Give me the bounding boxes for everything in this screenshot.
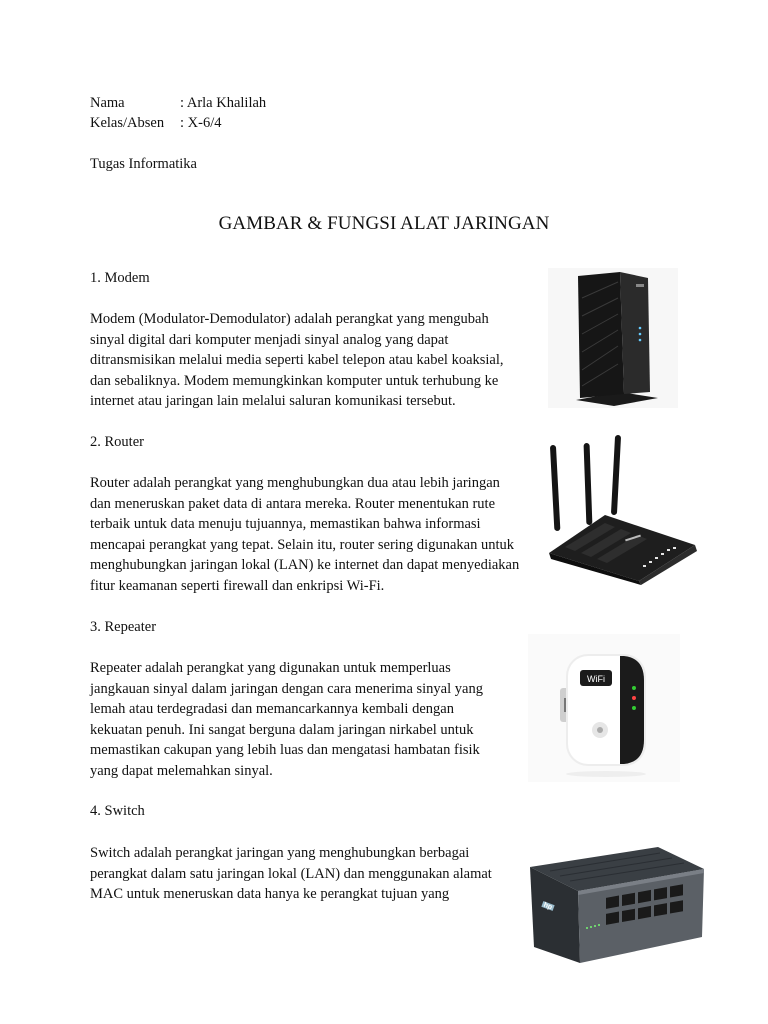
repeater-image (528, 634, 680, 782)
modem-image (548, 268, 678, 408)
section-text-switch (90, 843, 492, 905)
text-line: kekuatan penuh. Ini sangat berguna dalam jaringan nirkabel untuk (90, 721, 474, 738)
section-heading-modem: 1. Modem (90, 270, 150, 286)
text-line: fitur keamanan seperti firewall dan enkripsi Wi-Fi. (90, 577, 385, 594)
text-line: dan sebaliknya. Modem memungkinkan komputer untuk terhubung ke (90, 372, 499, 389)
text-line: MAC untuk meneruskan data hanya ke perangkat tujuan yang (90, 886, 450, 903)
text-line: lemah atau terdegradasi dan memancarkannya kembali dengan (90, 701, 454, 718)
text-line: terbaik untuk data menuju tujuannya, memastikan bahwa informasi (90, 516, 481, 533)
text-line: internet atau jaringan lain melalui saluran komunikasi tersebut. (90, 393, 456, 410)
switch-image (520, 843, 708, 965)
section-text-repeater (90, 658, 483, 782)
switch-hp-logo: hp (542, 901, 554, 912)
text-line: dan meneruskan paket data di antara mereka. Router menentukan rute (90, 495, 496, 512)
text-line: Router adalah perangkat yang menghubungkan dua atau lebih jaringan (90, 475, 500, 491)
name-label: Nama (90, 95, 125, 111)
section-text-modem (90, 309, 504, 412)
section-heading-switch: 4. Switch (90, 803, 145, 819)
name-value: : Arla Khalilah (180, 95, 267, 111)
class-value: : X-6/4 (180, 115, 222, 131)
text-line: mencapai perangkat yang tepat. Selain itu, router sering digunakan untuk (90, 536, 514, 553)
text-line: jangkauan sinyal dalam jaringan dengan cara menerima sinyal yang (90, 680, 483, 697)
subject-text: Tugas Informatika (90, 156, 197, 172)
section-text-router (90, 473, 519, 597)
section-heading-repeater: 3. Repeater (90, 619, 157, 635)
text-line: perangkat dalam satu jaringan lokal (LAN) dan menggunakan alamat (90, 865, 492, 882)
text-line: menghubungkan jaringan lokal (LAN) ke internet dan dapat menyediakan (90, 557, 520, 574)
text-line: Modem (Modulator-Demodulator) adalah perangkat yang mengubah (90, 311, 489, 327)
text-line: Switch adalah perangkat jaringan yang menghubungkan berbagai (90, 845, 470, 861)
text-line: sinyal digital dari komputer menjadi sinyal analog yang dapat (90, 331, 449, 348)
text-line: memastikan cakupan yang lebih luas dan mengatasi hambatan fisik (90, 742, 480, 759)
router-image (545, 435, 700, 585)
section-heading-router: 2. Router (90, 434, 144, 450)
repeater-wifi-label: WiFi (587, 674, 605, 684)
class-label: Kelas/Absen (90, 115, 165, 131)
text-line: yang dapat melemahkan sinyal. (90, 762, 273, 779)
text-line: Repeater adalah perangkat yang digunakan untuk memperluas (90, 660, 451, 676)
page-title: GAMBAR & FUNGSI ALAT JARINGAN (218, 213, 550, 234)
text-line: ditransmisikan melalui media seperti kabel telepon atau kabel koaksial, (90, 352, 504, 369)
